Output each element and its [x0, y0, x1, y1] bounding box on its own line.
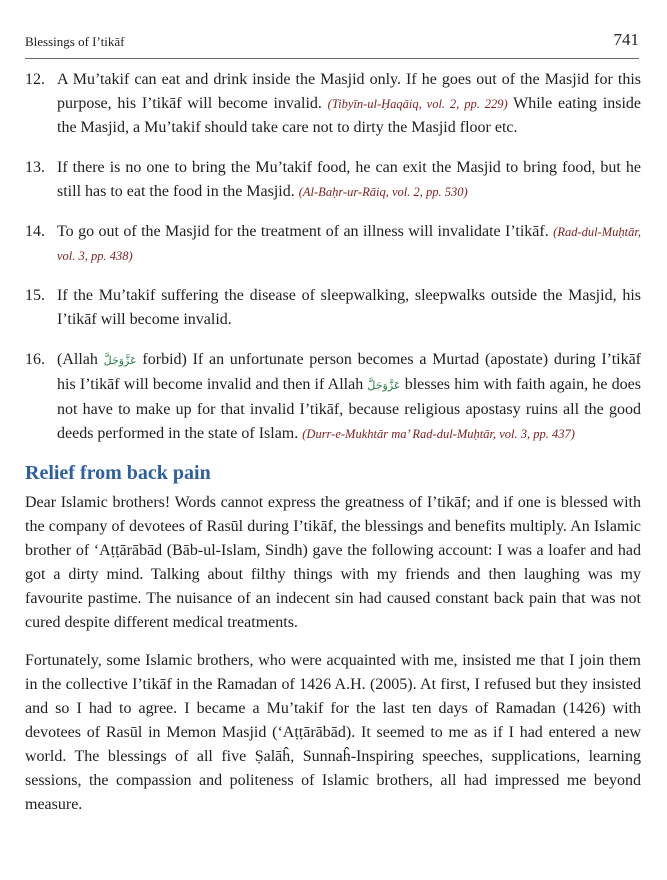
- ruling-text-end: blesses him with faith again, he does not have to make up for that invalid I’tikāf, because religious apostasy ruins all the good deeds performed in the state of Islam.: [57, 376, 642, 442]
- ruling-number: 16.: [25, 351, 45, 368]
- ruling-item-16: [25, 348, 641, 446]
- ruling-number: 13.: [25, 159, 45, 176]
- ruling-reference: (Durr-e-Mukhtār ma’ Rad-dul-Muḥtār, vol. 3, pp. 437): [302, 427, 575, 441]
- honorific-glyph: عَزَّوَجَلَّ: [103, 354, 137, 367]
- ruling-reference: (Tibyīn-ul-Ḥaqāiq, vol. 2, pp. 229): [327, 97, 508, 111]
- ruling-item-14: [25, 220, 641, 268]
- page-number: 741: [613, 30, 639, 49]
- ruling-text: If the Mu’takif suffering the disease of sleepwalking, sleepwalks outside the Masjid, his I’tikāf will become invalid.: [57, 287, 641, 328]
- ruling-item-13: [25, 156, 641, 204]
- ruling-item-12: [25, 68, 641, 140]
- ruling-item-15: [25, 284, 641, 332]
- ruling-text-middle: forbid) If an unfortunate person becomes a Murtad (apostate) during I’tikāf his I’tikāf will become invalid and then if Allah: [57, 351, 642, 393]
- ruling-number: 14.: [25, 223, 45, 240]
- ruling-text: (Allah: [57, 351, 98, 368]
- honorific-glyph: عَزَّوَجَلَّ: [367, 379, 401, 392]
- section-title: Relief from back pain: [25, 462, 211, 484]
- ruling-text-continued: While eating inside the Masjid, a Mu’takif should take care not to dirty the Masjid floor etc.: [57, 95, 642, 136]
- page-header: [25, 28, 639, 59]
- body-paragraph: Dear Islamic brothers! Words cannot express the greatness of I’tikāf; and if one is blessed with the company of devotees of Rasūl during I’tikāf, the blessings and benefits multiply. An Islamic brother of ‘Aṭṭārābād (Bāb-ul-Islam, Sindh) gave the following account: I was a loafer and had got a dirty mind. Talking about filthy things with my friends and then laughing was my favourite pastime. The nuisance of an indecent sin had caused constant back pain that was not cured despite different medical treatments.: [25, 494, 641, 631]
- ruling-text: A Mu’takif can eat and drink inside the Masjid only. If he goes out of the Masjid for this purpose, his I’tikāf will become invalid.: [57, 71, 641, 112]
- ruling-reference: (Rad-dul-Muḥtār, vol. 3, pp. 438): [57, 225, 642, 263]
- ruling-number: 15.: [25, 287, 45, 304]
- body-paragraph: Fortunately, some Islamic brothers, who were acquainted with me, insisted me that I join them in the collective I’tikāf in the Ramadan of 1426 A.H. (2005). At first, I refused but they insisted and so I had to agree. I became a Mu’takif for the last ten days of Ramadan (1426) with devotees of Rasūl in Memon Masjid (‘Aṭṭārābād). It seemed to me as if I had entered a new world. The blessings of all five Ṣalāĥ, Sunnaĥ-Inspiring speeches, supplications, learning sessions, the compassion and politeness of Islamic brothers, all had impressed me beyond measure.: [25, 652, 641, 813]
- ruling-text: If there is no one to bring the Mu’takif food, he can exit the Masjid to bring food, but he still has to eat the food in the Masjid.: [57, 159, 641, 200]
- rulings-list: [25, 68, 641, 446]
- running-title: Blessings of I’tikāf: [25, 34, 125, 49]
- ruling-reference: (Al-Baḥr-ur-Rāiq, vol. 2, pp. 530): [298, 185, 468, 199]
- page-content: [25, 68, 641, 831]
- ruling-text: To go out of the Masjid for the treatment of an illness will invalidate I’tikāf.: [57, 223, 549, 240]
- ruling-number: 12.: [25, 71, 45, 88]
